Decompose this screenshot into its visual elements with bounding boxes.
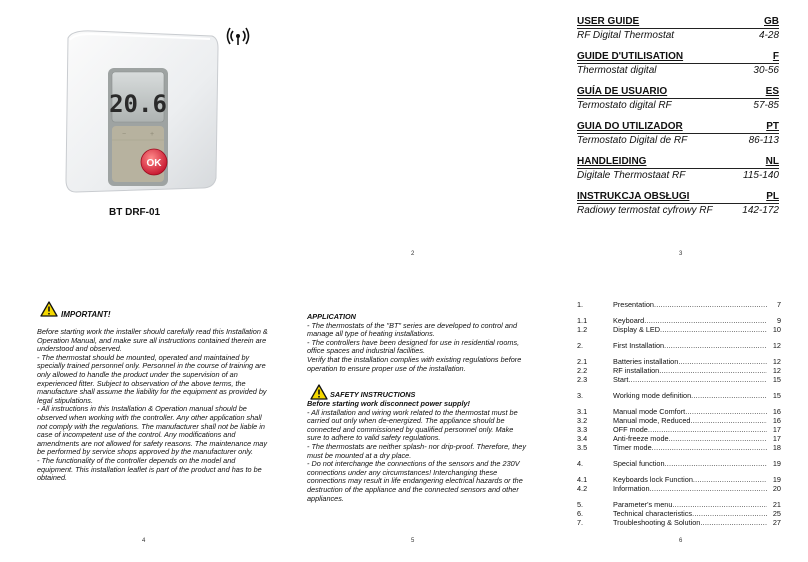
- toc-page: 19: [772, 475, 781, 484]
- toc-title: Display & LED: [613, 325, 661, 334]
- application-paragraph: Verify that the installation complies with existing regulations before operation to ensure proper use of the installation.: [307, 354, 522, 373]
- toc-title-wrap: [613, 416, 767, 425]
- toc-number: 3.5: [577, 443, 588, 452]
- toc-page: 12: [772, 366, 781, 375]
- toc-number: 3.2: [577, 416, 588, 425]
- toc-leader: [665, 459, 767, 468]
- toc-title-wrap: [613, 325, 767, 334]
- language-title: INSTRUKCJA OBSŁUGI: [577, 191, 690, 202]
- language-title: USER GUIDE: [577, 16, 640, 27]
- important-body: [37, 328, 271, 483]
- toc-title-wrap: [613, 316, 767, 325]
- toc-title: RF installation: [613, 366, 660, 375]
- toc-leader: [648, 425, 767, 434]
- toc-title: Manual mode, Reduced: [613, 416, 691, 425]
- language-entry: [577, 86, 779, 111]
- toc-leader: [650, 484, 767, 493]
- language-pages: 115-140: [743, 170, 779, 181]
- toc-row: [577, 500, 781, 509]
- svg-text:−: −: [122, 131, 127, 138]
- toc-page: 7: [776, 300, 781, 309]
- toc-title-wrap: [613, 407, 767, 416]
- language-code: NL: [765, 156, 779, 167]
- toc-page: 16: [772, 416, 781, 425]
- toc-number: 1.2: [577, 325, 588, 334]
- toc-leader: [691, 391, 767, 400]
- language-pages: 30-56: [753, 65, 779, 76]
- important-paragraph: - The thermostat should be mounted, operated and maintained by specially trained personnel only. Personnel in the course of training are only allowed to handle the product under the supervision of an experienced fitter. Subject to observation of the above terms, the manufacture shall assume the liability for the equipment as provided by legal stipulations.: [37, 352, 267, 405]
- toc-leader: [693, 475, 767, 484]
- language-pages: 142-172: [742, 205, 779, 216]
- toc-row: [577, 357, 781, 366]
- toc-title: Keyboards lock Function: [613, 475, 693, 484]
- language-code: F: [772, 51, 779, 62]
- page-number-3: 3: [679, 251, 683, 257]
- wireless-signal-icon: [226, 25, 250, 52]
- toc-row: [577, 484, 781, 493]
- language-entry: [577, 16, 779, 41]
- toc-leader: [678, 357, 767, 366]
- toc-row: [577, 366, 781, 375]
- toc-leader: [672, 500, 767, 509]
- toc-title-wrap: [613, 341, 767, 350]
- lcd-readout: 20.6: [109, 90, 167, 118]
- toc-page: 15: [772, 375, 781, 384]
- language-subtitle: Radiowy termostat cyfrowy RF: [577, 205, 713, 216]
- toc-number: 7.: [577, 518, 584, 527]
- toc-title-wrap: [613, 459, 767, 468]
- toc-row: [577, 375, 781, 384]
- safety-paragraph: - The thermostats are neither splash- nor drip-proof. Therefore, they must be mounted at a dry place.: [307, 441, 527, 460]
- toc-title-wrap: [613, 484, 767, 493]
- toc-leader: [664, 341, 767, 350]
- toc-leader: [652, 443, 767, 452]
- language-title: GUÍA DE USUARIO: [577, 86, 668, 97]
- toc-title: Keyboard: [613, 316, 645, 325]
- toc-page: 21: [772, 500, 781, 509]
- toc-title: Timer mode: [613, 443, 652, 452]
- toc-title-wrap: [613, 509, 767, 518]
- language-subtitle: Termostato digital RF: [577, 100, 672, 111]
- toc-title-wrap: [613, 300, 767, 309]
- page-number-4: 4: [142, 538, 146, 544]
- language-entry: [577, 51, 779, 76]
- toc-row: [577, 316, 781, 325]
- toc-row: [577, 425, 781, 434]
- language-index: [577, 16, 779, 226]
- toc-leader: [700, 518, 767, 527]
- language-subtitle: RF Digital Thermostat: [577, 30, 675, 41]
- warning-icon: [40, 301, 58, 322]
- toc-spacer: [577, 452, 781, 459]
- toc-number: 5.: [577, 500, 584, 509]
- toc-row: [577, 341, 781, 350]
- language-code: PL: [766, 191, 779, 202]
- language-code: GB: [764, 16, 779, 27]
- language-code: ES: [765, 86, 779, 97]
- toc-title: Manual mode Comfort: [613, 407, 686, 416]
- toc-spacer: [577, 493, 781, 500]
- toc-title-wrap: [613, 434, 767, 443]
- toc-number: 1.: [577, 300, 584, 309]
- toc-title-wrap: [613, 518, 767, 527]
- toc-title: Working mode definition: [613, 391, 692, 400]
- model-name: BT DRF-01: [109, 207, 161, 218]
- toc-title: Start: [613, 375, 629, 384]
- toc-title: Anti-freeze mode: [613, 434, 669, 443]
- table-of-contents: [577, 300, 781, 527]
- toc-page: 12: [772, 357, 781, 366]
- toc-page: 25: [772, 509, 781, 518]
- toc-title: Presentation: [613, 300, 654, 309]
- toc-number: 2.1: [577, 357, 588, 366]
- toc-row: [577, 475, 781, 484]
- language-title: HANDLEIDING: [577, 156, 647, 167]
- toc-leader: [644, 316, 767, 325]
- page-number-6: 6: [679, 538, 683, 544]
- application-paragraph: - The thermostats of the "BT" series are developed to control and manage all type of heating installations.: [307, 320, 518, 339]
- toc-row: [577, 443, 781, 452]
- language-subtitle: Digitale Thermostaat RF: [577, 170, 686, 181]
- toc-page: 10: [772, 325, 781, 334]
- toc-spacer: [577, 309, 781, 316]
- language-subtitle: Termostato Digital de RF: [577, 135, 688, 146]
- safety-heading: SAFETY INSTRUCTIONS: [330, 390, 416, 399]
- toc-page: 18: [772, 443, 781, 452]
- toc-row: [577, 459, 781, 468]
- important-heading: IMPORTANT!: [61, 310, 111, 319]
- toc-row: [577, 391, 781, 400]
- toc-title: Information: [613, 484, 650, 493]
- toc-number: 2.2: [577, 366, 588, 375]
- toc-row: [577, 518, 781, 527]
- language-subtitle: Thermostat digital: [577, 65, 657, 76]
- toc-title-wrap: [613, 375, 767, 384]
- toc-page: 20: [772, 484, 781, 493]
- toc-spacer: [577, 400, 781, 407]
- toc-page: 15: [772, 391, 781, 400]
- toc-leader: [669, 434, 767, 443]
- toc-title: OFF mode: [613, 425, 648, 434]
- language-pages: 86-113: [748, 135, 779, 146]
- toc-page: 12: [772, 341, 781, 350]
- application-paragraph: - The controllers have been designed for use in residential rooms, office spaces and industrial facilities.: [307, 337, 520, 356]
- toc-spacer: [577, 384, 781, 391]
- language-pages: 4-28: [758, 30, 779, 41]
- toc-title-wrap: [613, 366, 767, 375]
- toc-title-wrap: [613, 443, 767, 452]
- toc-page: 16: [772, 407, 781, 416]
- toc-title-wrap: [613, 500, 767, 509]
- toc-number: 3.1: [577, 407, 588, 416]
- language-entry: [577, 191, 779, 216]
- toc-leader: [660, 325, 767, 334]
- toc-number: 2.3: [577, 375, 588, 384]
- toc-number: 3.3: [577, 425, 588, 434]
- toc-title-wrap: [613, 425, 767, 434]
- toc-number: 1.1: [577, 316, 588, 325]
- toc-title: Technical characteristics: [613, 509, 693, 518]
- toc-number: 4.1: [577, 475, 588, 484]
- toc-spacer: [577, 350, 781, 357]
- language-entry: [577, 156, 779, 181]
- toc-number: 2.: [577, 341, 584, 350]
- toc-row: [577, 407, 781, 416]
- important-paragraph: - The functionality of the controller depends on the model and equipment. This installation leaflet is part of the product and has to be obtained.: [37, 455, 262, 483]
- language-title: GUIA DO UTILIZADOR: [577, 121, 683, 132]
- toc-spacer: [577, 468, 781, 475]
- important-paragraph: Before starting work the installer should carefully read this Installation & Operation Manual, and make sure all instructions contained therein are understood and observed.: [37, 327, 268, 354]
- application-section: [307, 313, 527, 373]
- toc-row: [577, 300, 781, 309]
- ok-label: OK: [146, 158, 162, 169]
- toc-page: 19: [772, 459, 781, 468]
- toc-title-wrap: [613, 391, 767, 400]
- important-paragraph: - All instructions in this Installation & Operation manual should be observed when working with the controller. Any other application shall not comply with the regulations. The manufacturer shall not be liable in case of incompetent use of the control. Any modifications and amendments are not allowed for safety reasons. The maintenance may be performed by service shops approved by the manufacturer only.: [37, 404, 267, 457]
- toc-leader: [690, 416, 767, 425]
- safety-paragraph: - All installation and wiring work related to the thermostat must be carried out only when de-energized. The appliance should be connected and commissioned by qualified personnel only. Make sure to adhere to valid safety regulations.: [307, 407, 518, 443]
- toc-title: Special function: [613, 459, 665, 468]
- toc-spacer: [577, 334, 781, 341]
- toc-row: [577, 434, 781, 443]
- application-heading: APPLICATION: [307, 312, 356, 321]
- toc-leader: [628, 375, 767, 384]
- toc-row: [577, 509, 781, 518]
- toc-number: 4.2: [577, 484, 588, 493]
- thermostat-illustration: [62, 28, 220, 196]
- toc-leader: [692, 509, 767, 518]
- safety-subheading: Before starting work disconnect power supply!: [307, 399, 470, 408]
- safety-section: [307, 400, 529, 503]
- toc-title: Troubleshooting & Solution: [613, 518, 701, 527]
- toc-title-wrap: [613, 475, 767, 484]
- toc-title-wrap: [613, 357, 767, 366]
- page-number-5: 5: [411, 538, 415, 544]
- safety-paragraph: - Do not interchange the connections of the sensors and the 230V connections under any circumstances! Interchanging these connections may result in life endangering electrical hazards or the destruction of the appliance and the connected sensors and other appliances.: [307, 459, 523, 503]
- toc-leader: [685, 407, 767, 416]
- toc-page: 27: [772, 518, 781, 527]
- toc-leader: [659, 366, 767, 375]
- language-entry: [577, 121, 779, 146]
- toc-number: 4.: [577, 459, 584, 468]
- toc-page: 17: [772, 425, 781, 434]
- toc-number: 3.: [577, 391, 584, 400]
- page-number-2: 2: [411, 251, 415, 257]
- toc-number: 3.4: [577, 434, 588, 443]
- toc-page: 17: [772, 434, 781, 443]
- toc-title: Batteries installation: [613, 357, 679, 366]
- language-pages: 57-85: [753, 100, 779, 111]
- svg-text:+: +: [150, 131, 155, 138]
- toc-page: 9: [776, 316, 781, 325]
- toc-row: [577, 325, 781, 334]
- language-title: GUIDE D'UTILISATION: [577, 51, 684, 62]
- toc-title: First Installation: [613, 341, 665, 350]
- toc-number: 6.: [577, 509, 584, 518]
- toc-title: Parameter's menu: [613, 500, 673, 509]
- language-code: PT: [766, 121, 779, 132]
- toc-leader: [654, 300, 767, 309]
- toc-row: [577, 416, 781, 425]
